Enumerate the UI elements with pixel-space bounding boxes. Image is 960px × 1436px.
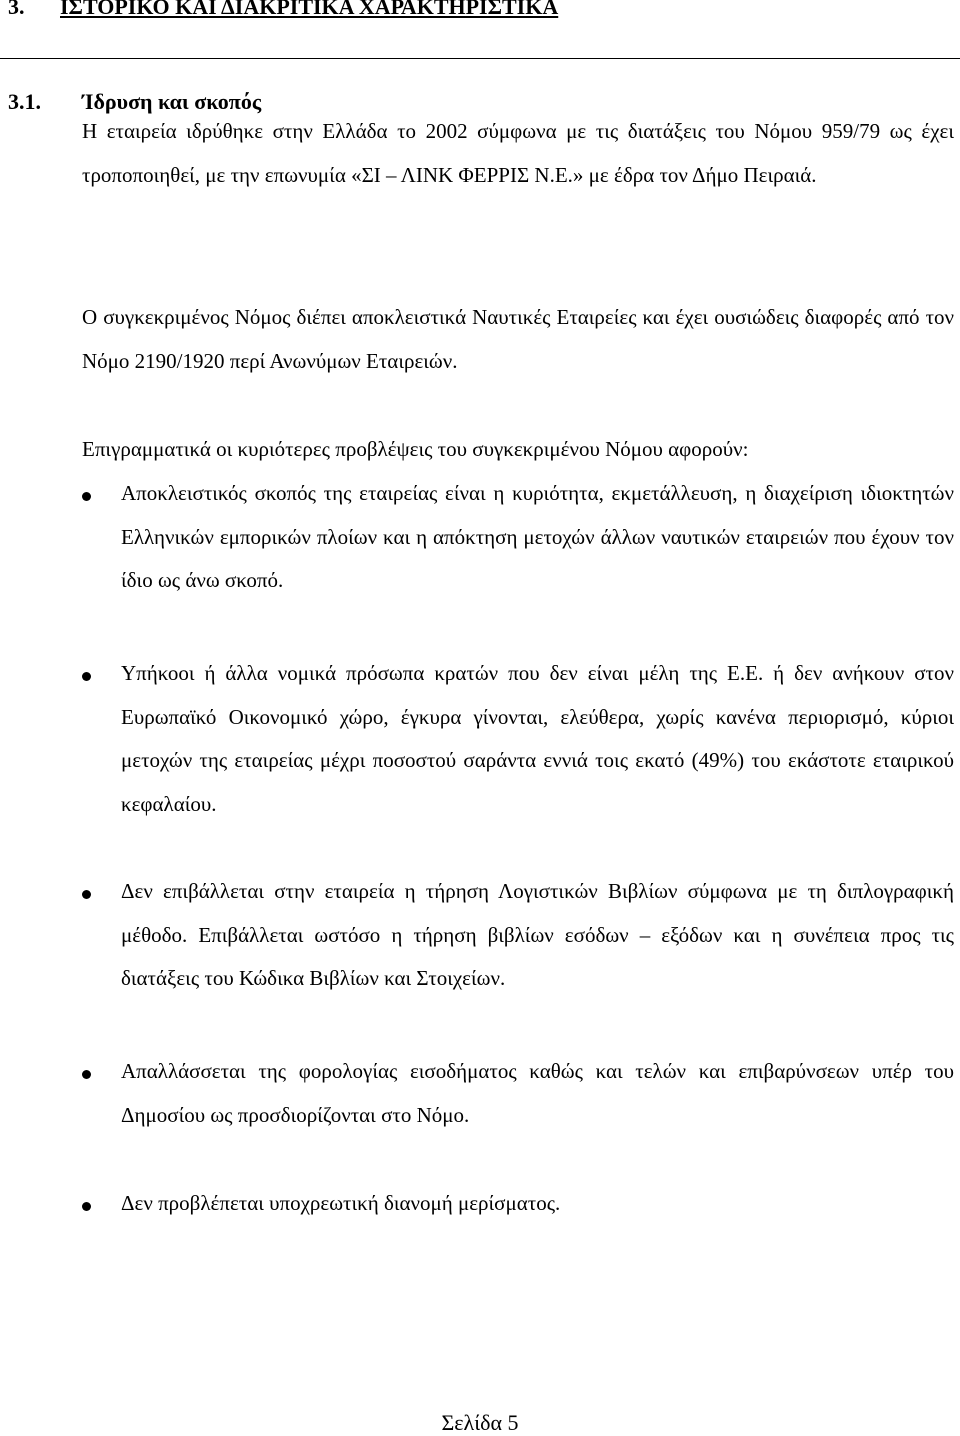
bullet-icon (82, 1202, 91, 1211)
section-number: 3.1. (8, 89, 41, 114)
bullet-icon (82, 672, 91, 681)
list-item-text: Αποκλειστικός σκοπός της εταιρείας είναι η κυριότητα, εκμετάλλευση, η διαχείριση ιδιοκτητών Ελληνικών εμπορικών πλοίων και η απόκτηση μετοχών άλλων ναυτικών εταιρειών που έχουν τον ίδιο ως άνω σκοπό. (121, 481, 954, 592)
heading-divider (0, 58, 960, 59)
bullet-icon (82, 492, 91, 501)
paragraph-law: Ο συγκεκριμένος Νόμος διέπει αποκλειστικά Ναυτικές Εταιρείες και έχει ουσιώδεις διαφορές από τον Νόμο 2190/1920 περί Ανωνύμων Εταιρειών. (82, 305, 954, 373)
list-item-text: Δεν επιβάλλεται στην εταιρεία η τήρηση Λογιστικών Βιβλίων σύμφωνα με τη διπλογραφική μέθοδο. Επιβάλλεται ωστόσο η τήρηση βιβλίων εσόδων – εξόδων και η συνέπεια προς τις διατάξεις του Κώδικα Βιβλίων και Στοιχείων. (121, 879, 954, 990)
paragraph-provisions-intro: Επιγραμματικά οι κυριότερες προβλέψεις του συγκεκριμένου Νόμου αφορούν: (82, 437, 749, 461)
page-number: Σελίδα 5 (441, 1410, 519, 1435)
list-item-text: Απαλλάσσεται της φορολογίας εισοδήματος καθώς και τελών και επιβαρύνσεων υπέρ του Δημοσίου ως προσδιορίζονται στο Νόμο. (121, 1059, 954, 1127)
bullet-icon (82, 1070, 91, 1079)
paragraph-founding: Η εταιρεία ιδρύθηκε στην Ελλάδα το 2002 σύμφωνα με τις διατάξεις του Νόμου 959/79 ως έχει τροποποιηθεί, με την επωνυμία «ΣΙ – ΛΙΝΚ ΦΕΡΡΙΣ Ν.Ε.» με έδρα τον Δήμο Πειραιά. (82, 119, 954, 187)
section-title: Ίδρυση και σκοπός (82, 89, 262, 114)
chapter-title: ΙΣΤΟΡΙΚΟ ΚΑΙ ΔΙΑΚΡΙΤΙΚΑ ΧΑΡΑΚΤΗΡΙΣΤΙΚΑ (60, 0, 559, 19)
list-item-text: Δεν προβλέπεται υποχρεωτική διανομή μερίσματος. (121, 1191, 561, 1215)
list-item-text: Υπήκοοι ή άλλα νομικά πρόσωπα κρατών που δεν είναι μέλη της Ε.Ε. ή δεν ανήκουν στον Ευρωπαϊκό Οικονομικό χώρο, έγκυρα γίνονται, ελεύθερα, χωρίς κανένα περιορισμό, κύριοι μετοχών της εταιρείας μέχρι ποσοστού σαράντα εννιά τοις εκατό (49%) του εκάστοτε εταιρικού κεφαλαίου. (121, 661, 954, 816)
bullet-icon (82, 890, 91, 899)
chapter-number: 3. (8, 0, 25, 19)
chapter-heading (8, 0, 558, 20)
